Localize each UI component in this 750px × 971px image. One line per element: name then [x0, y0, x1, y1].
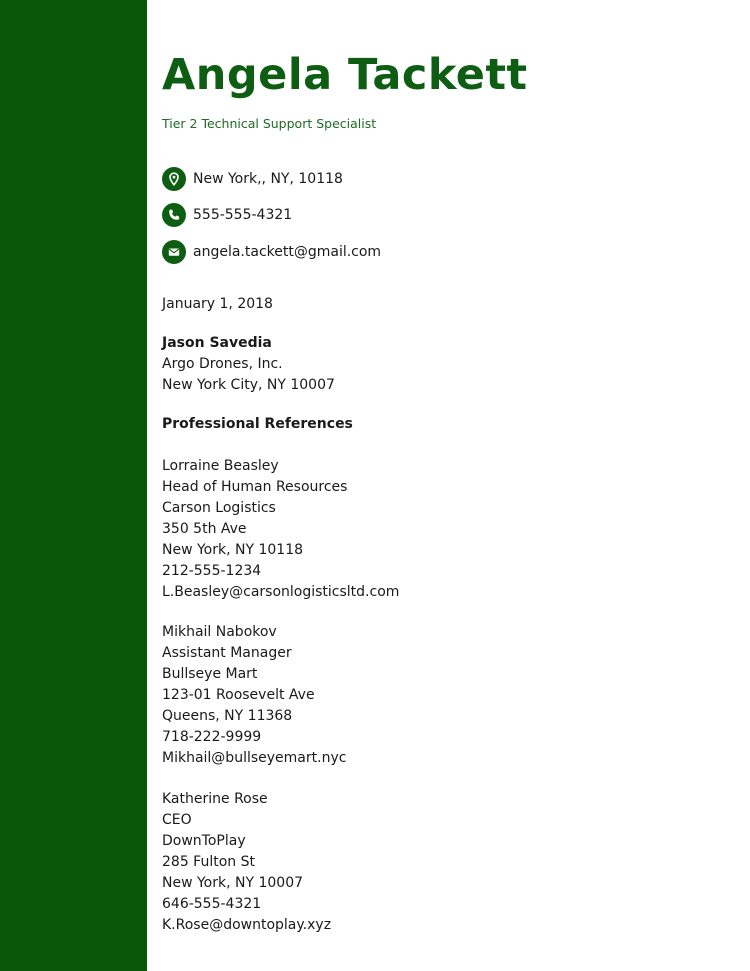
reference-email[interactable]: K.Rose@downtoplay.xyz — [162, 917, 332, 933]
contact-address-row — [162, 167, 343, 191]
recipient-company: Argo Drones, Inc. — [162, 356, 283, 372]
reference-email[interactable]: Mikhail@bullseyemart.nyc — [162, 750, 347, 766]
reference-city: Queens, NY 11368 — [162, 708, 293, 724]
reference-title: CEO — [162, 812, 192, 828]
location-pin-icon — [162, 167, 186, 191]
contact-phone-row — [162, 203, 292, 227]
reference-email[interactable]: L.Beasley@carsonlogisticsltd.com — [162, 584, 400, 600]
section-heading: Professional References — [162, 416, 353, 432]
job-title: Tier 2 Technical Support Specialist — [162, 116, 377, 131]
reference-entry — [162, 789, 331, 936]
phone-icon — [162, 203, 186, 227]
reference-name: Lorraine Beasley — [162, 458, 279, 474]
reference-title: Head of Human Resources — [162, 479, 348, 495]
candidate-name: Angela Tackett — [162, 50, 528, 100]
reference-city: New York, NY 10118 — [162, 542, 304, 558]
reference-company: DownToPlay — [162, 833, 246, 849]
reference-city: New York, NY 10007 — [162, 875, 304, 891]
reference-street: 285 Fulton St — [162, 854, 255, 870]
contact-email[interactable]: angela.tackett@gmail.com — [193, 244, 382, 260]
reference-street: 350 5th Ave — [162, 521, 247, 537]
contact-email-row — [162, 240, 381, 264]
sidebar-band — [0, 0, 147, 971]
reference-name: Mikhail Nabokov — [162, 624, 277, 640]
contact-phone: 555-555-4321 — [193, 207, 293, 223]
reference-name: Katherine Rose — [162, 791, 268, 807]
reference-phone: 718-222-9999 — [162, 729, 262, 745]
reference-street: 123-01 Roosevelt Ave — [162, 687, 315, 703]
reference-phone: 212-555-1234 — [162, 563, 262, 579]
reference-entry — [162, 622, 346, 769]
reference-company: Carson Logistics — [162, 500, 276, 516]
envelope-icon — [162, 240, 186, 264]
reference-title: Assistant Manager — [162, 645, 292, 661]
recipient-name: Jason Savedia — [162, 335, 272, 351]
reference-phone: 646-555-4321 — [162, 896, 262, 912]
contact-address: New York,, NY, 10118 — [193, 171, 343, 187]
reference-company: Bullseye Mart — [162, 666, 258, 682]
recipient-city: New York City, NY 10007 — [162, 377, 335, 393]
reference-entry — [162, 456, 399, 603]
letter-date: January 1, 2018 — [162, 296, 273, 312]
